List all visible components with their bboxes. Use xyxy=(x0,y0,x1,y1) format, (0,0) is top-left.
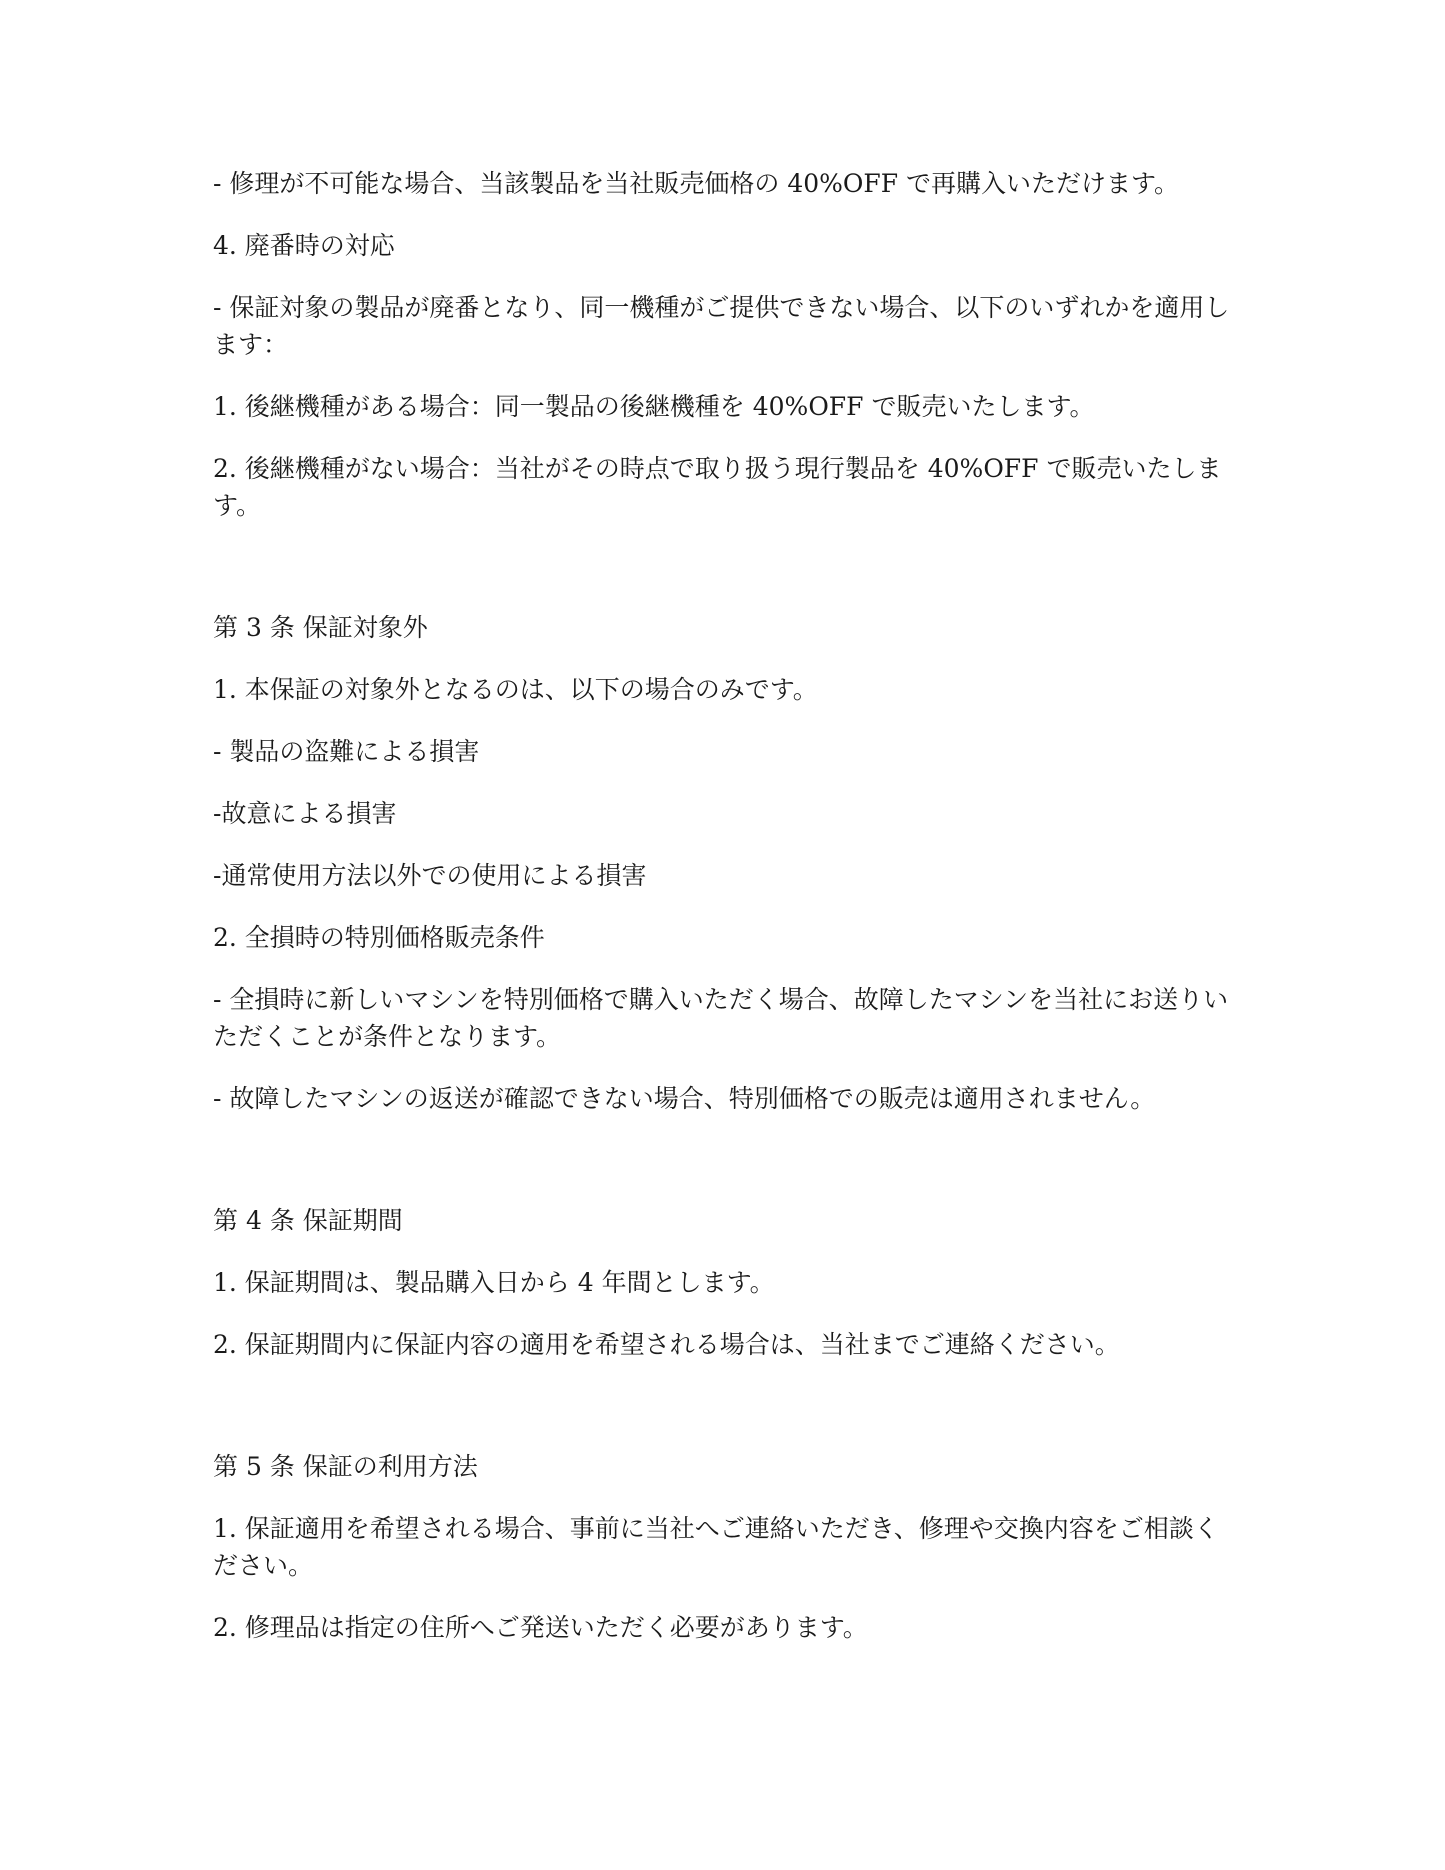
section-gap xyxy=(213,1388,1238,1448)
paragraph: - 保証対象の製品が廃番となり、同一機種がご提供できない場合、以下のいずれかを適用します： xyxy=(213,293,1230,359)
paragraph: 2. 後継機種がない場合：当社がその時点で取り扱う現行製品を 40%OFF で販売いたします。 xyxy=(213,454,1222,520)
section-gap xyxy=(213,1142,1238,1202)
paragraph: - 修理が不可能な場合、当該製品を当社販売価格の 40%OFF で再購入いただけます。 xyxy=(213,169,1180,198)
paragraph: 4. 廃番時の対応 xyxy=(213,231,395,260)
paragraph: 2. 修理品は指定の住所へご発送いただく必要があります。 xyxy=(213,1613,868,1642)
section-gap xyxy=(213,549,1238,609)
paragraph: 1. 保証適用を希望される場合、事前に当社へご連絡いただき、修理や交換内容をご相談ください。 xyxy=(213,1514,1219,1580)
paragraph: - 製品の盗難による損害 xyxy=(213,737,480,766)
paragraph: -故意による損害 xyxy=(213,799,397,828)
paragraph: -通常使用方法以外での使用による損害 xyxy=(213,861,647,890)
paragraph: 2. 全損時の特別価格販売条件 xyxy=(213,923,545,952)
article-4-heading: 第 4 条 保証期間 xyxy=(213,1206,403,1235)
paragraph: 2. 保証期間内に保証内容の適用を希望される場合は、当社までご連絡ください。 xyxy=(213,1330,1120,1359)
paragraph: - 全損時に新しいマシンを特別価格で購入いただく場合、故障したマシンを当社にお送りいただくことが条件となります。 xyxy=(213,985,1229,1051)
paragraph: - 故障したマシンの返送が確認できない場合、特別価格での販売は適用されません。 xyxy=(213,1084,1156,1113)
paragraph: 1. 本保証の対象外となるのは、以下の場合のみです。 xyxy=(213,675,818,704)
article-5-heading: 第 5 条 保証の利用方法 xyxy=(213,1452,478,1481)
document-page xyxy=(213,165,1238,1671)
paragraph: 1. 保証期間は、製品購入日から 4 年間とします。 xyxy=(213,1268,775,1297)
paragraph: 1. 後継機種がある場合：同一製品の後継機種を 40%OFF で販売いたします。 xyxy=(213,392,1095,421)
article-3-heading: 第 3 条 保証対象外 xyxy=(213,613,428,642)
